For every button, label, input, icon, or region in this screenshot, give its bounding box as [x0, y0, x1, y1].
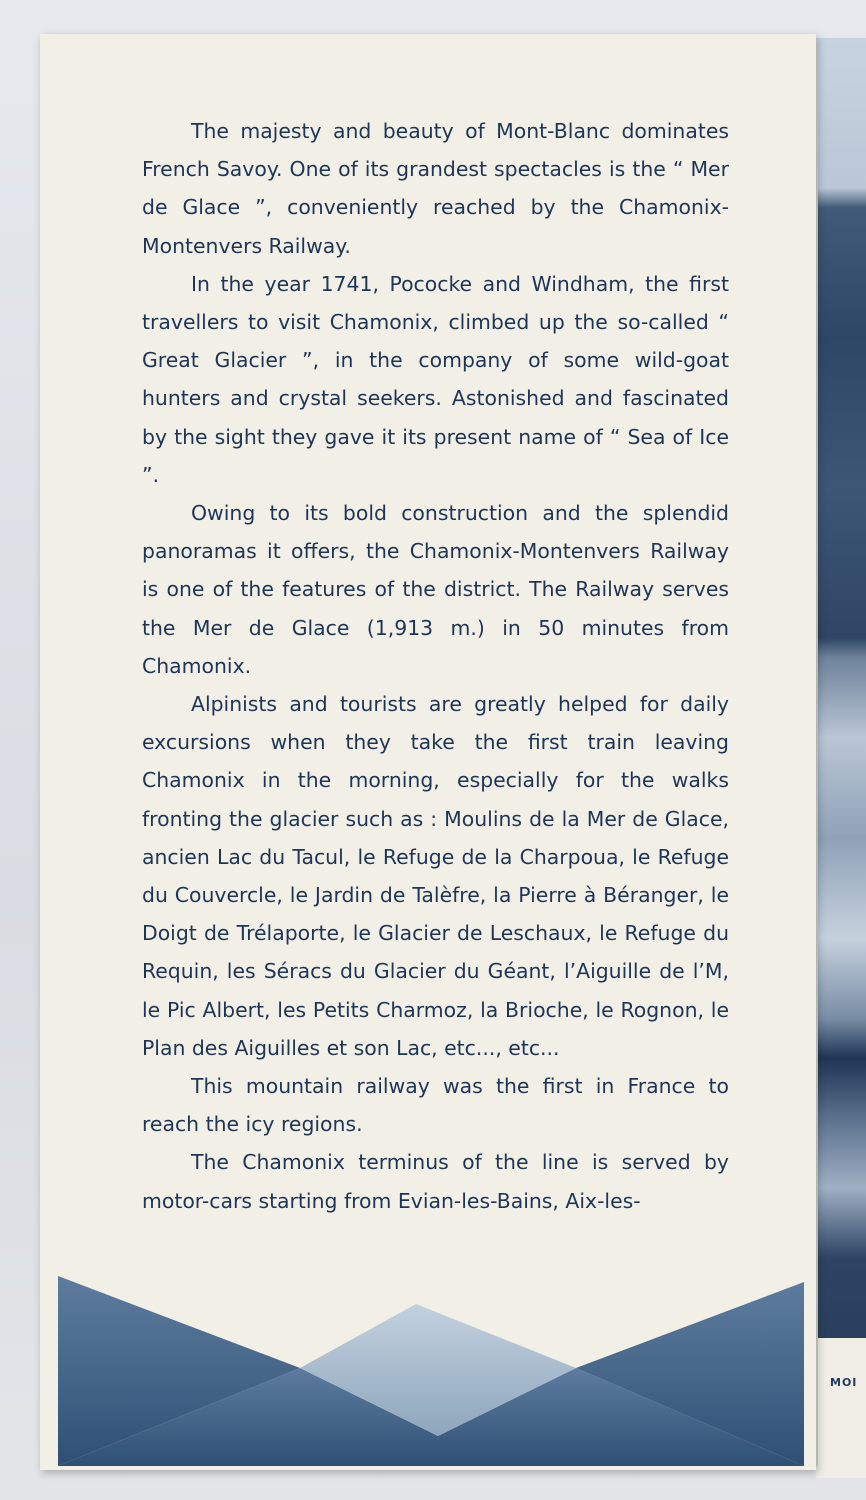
- brochure-text: [142, 112, 729, 1220]
- adjacent-photo-panel: [816, 38, 866, 1478]
- paragraph-excursions: Alpinists and tourists are greatly helped for daily excursions when they take the first train leaving Chamonix in the morning, especially for the walks fronting the glacier such as : Moulins de la Mer de Glace, ancien Lac du Tacul, le Refuge de la Charpoua, le Refuge du Couvercle, le Jardin de Talèfre, la Pierre à Béranger, le Doigt de Trélaporte, le Glacier de Leschaux, le Refuge du Requin, les Séracs du Glacier du Géant, l’Aiguille de l’M, le Pic Albert, les Petits Charmoz, la Brioche, le Rognon, le Plan des Aiguilles et son Lac, etc..., etc...: [142, 692, 729, 1060]
- paragraph-intro: The majesty and beauty of Mont-Blanc dominates French Savoy. One of its grandest spectacles is the “ Mer de Glace ”, conveniently reached by the Chamonix-Montenvers Railway.: [142, 119, 729, 258]
- paragraph-railway: Owing to its bold construction and the splendid panoramas it offers, the Chamonix-Montenvers Railway is one of the features of the district. The Railway serves the Mer de Glace (1,913 m.) in 50 minutes from Chamonix.: [142, 501, 729, 678]
- glacier-photo: [816, 38, 866, 1338]
- paragraph-terminus: The Chamonix terminus of the line is served by motor-cars starting from Evian-les-Bains, Aix-les-: [142, 1150, 729, 1213]
- paragraph-first-railway: This mountain railway was the first in France to reach the icy regions.: [142, 1074, 729, 1137]
- paragraph-history: In the year 1741, Pococke and Windham, the first travellers to visit Chamonix, climbed up the so-called “ Great Glacier ”, in the company of some wild-goat hunters and crystal seekers. Astonished and fascinated by the sight they gave it its present name of “ Sea of Ice ”.: [142, 271, 729, 487]
- photo-caption: MOI: [830, 1376, 858, 1389]
- mountain-footer-graphic: [58, 1270, 806, 1466]
